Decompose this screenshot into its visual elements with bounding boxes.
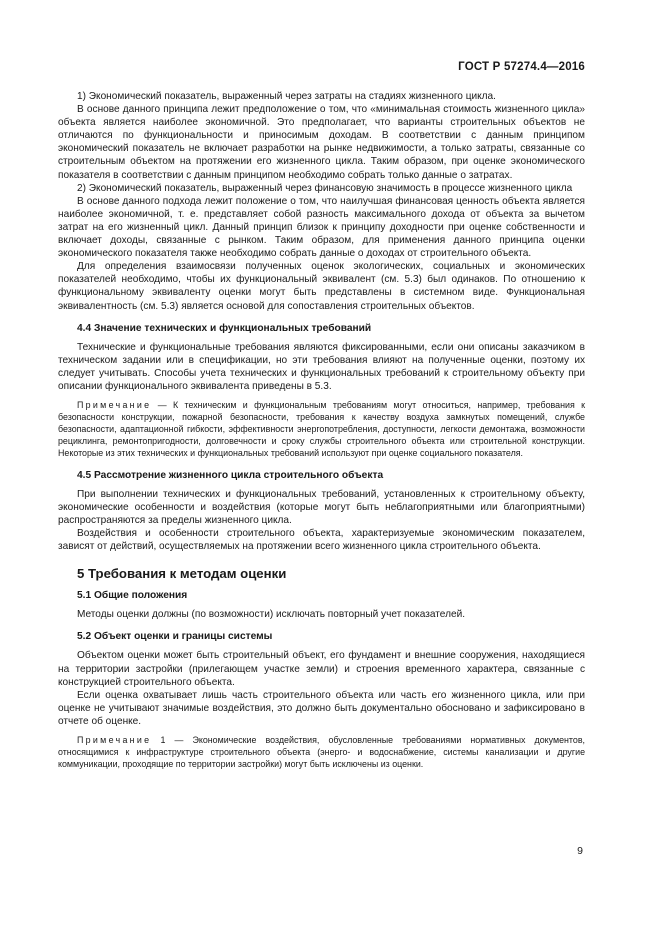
note bbox=[58, 399, 585, 459]
paragraph: Воздействия и особенности строительного объекта, характеризуемые экономическим показателем, зависят от действий, осуществляемых на протяжении всего жизненного цикла строительного объекта. bbox=[58, 527, 585, 552]
page-number: 9 bbox=[577, 845, 583, 857]
note bbox=[58, 734, 585, 770]
page-content bbox=[58, 90, 585, 770]
paragraph: При выполнении технических и функциональных требований, установленных к строительному объекту, экономические особенности и воздействия (которые могут быть неблагоприятными или благоприятными) распространяются за пределы жизненного цикла. bbox=[58, 488, 585, 526]
paragraph: 1) Экономический показатель, выраженный через затраты на стадиях жизненного цикла. bbox=[77, 91, 496, 102]
section-heading-5-1: 5.1 Общие положения bbox=[77, 590, 188, 602]
paragraph: В основе данного подхода лежит положение о том, что наилучшая финансовая ценность объекта является наиболее экономичной, т. е. представляет собой разность максимального дохода от объекта за вычетом затрат на его жизненный цикл. Данный принцип близок к принципу доходности при оценке собственности и включает доходы, связанные с рынком. Таким образом, для применения данного принципа оценки экономического показателя также необходимо собрать данные о доходах от строительного объекта. bbox=[58, 195, 585, 260]
paragraph: Для определения взаимосвязи полученных оценок экологических, социальных и экономических показателей необходимо, чтобы их функциональный эквивалент (см. 5.3) был одинаков. По отношению к функциональному эквиваленту оценки могут быть представлены в системном виде. Функциональная эквивалентность (см. 5.3) является основой для сопоставления строительных объектов. bbox=[58, 261, 585, 312]
note-label: Примечание bbox=[77, 735, 152, 746]
section-heading-5: 5 Требования к методам оценки bbox=[77, 566, 287, 582]
section-heading-5-2: 5.2 Объект оценки и границы системы bbox=[77, 631, 273, 643]
paragraph: Объектом оценки может быть строительный объект, его фундамент и внешние сооружения, находящиеся на территории застройки (прилегающем участке земли) и строения временного характера, связанные с конструкцией строительного объекта. bbox=[58, 650, 585, 688]
paragraph: 2) Экономический показатель, выраженный через финансовую значимость в процессе жизненного цикла bbox=[77, 182, 573, 194]
paragraph: В основе данного принципа лежит предположение о том, что «минимальная стоимость жизненного цикла» объекта является наиболее экономичной. Это предполагает, что варианты строительных объектов не отличаются по функциональности и приносимым доходам. В соответствии с данным принципом экономический показатель не включает разработки на рынке недвижимости, а только затраты, связанные со строительным объектом на протяжении его жизненного цикла. Таким образом, при оценке экономического показателя в соответствии с данным принципом необходимо собрать только данные о затратах. bbox=[58, 104, 585, 181]
paragraph: Методы оценки должны (по возможности) исключать повторный учет показателей. bbox=[77, 609, 466, 621]
paragraph: Технические и функциональные требования являются фиксированными, если они описаны заказчиком в техническом задании или в спецификации, но эти требования влияют на полученные оценки, поэтому их следует учитывать. Способы учета технических и функциональных требований к строительному объекту при описании функционального эквивалента приведены в 5.3. bbox=[58, 341, 585, 392]
note-text: — К техническим и функциональным требованиям могут относиться, например, требования к безопасности конструкции, пожарной безопасности, требования к качеству воздуха замкнутых помещений, службе безопасности, адаптационной гибкости, эффективности энергопотребления, доступности, легкости демонтажа, возможности рециклинга, ремонтопригодности, долговечности и сроку службы строительного объекта или строительной конструкции. Некоторые из этих технических и функциональных требований используют при оценке социального показателя. bbox=[58, 400, 585, 459]
section-heading-4-4: 4.4 Значение технических и функциональных требований bbox=[77, 322, 372, 334]
paragraph: Если оценка охватывает лишь часть строительного объекта или часть его жизненного цикла, или при оценке не учитывают значимые воздействия, это должно быть документально обосновано и зафиксировано в отчете об оценке. bbox=[58, 689, 585, 727]
section-heading-4-5: 4.5 Рассмотрение жизненного цикла строительного объекта bbox=[77, 469, 384, 481]
note-label: Примечание bbox=[77, 400, 152, 411]
document-number: ГОСТ Р 57274.4—2016 bbox=[458, 61, 585, 73]
note-text: 1 — Экономические воздействия, обусловленные требованиями нормативных документов, относящимися к инфраструктуре строительного объекта (энерго- и водоснабжение, системы канализации и другие коммуникации, проходящие по территории застройки) могут быть исключены из оценки. bbox=[58, 735, 585, 770]
